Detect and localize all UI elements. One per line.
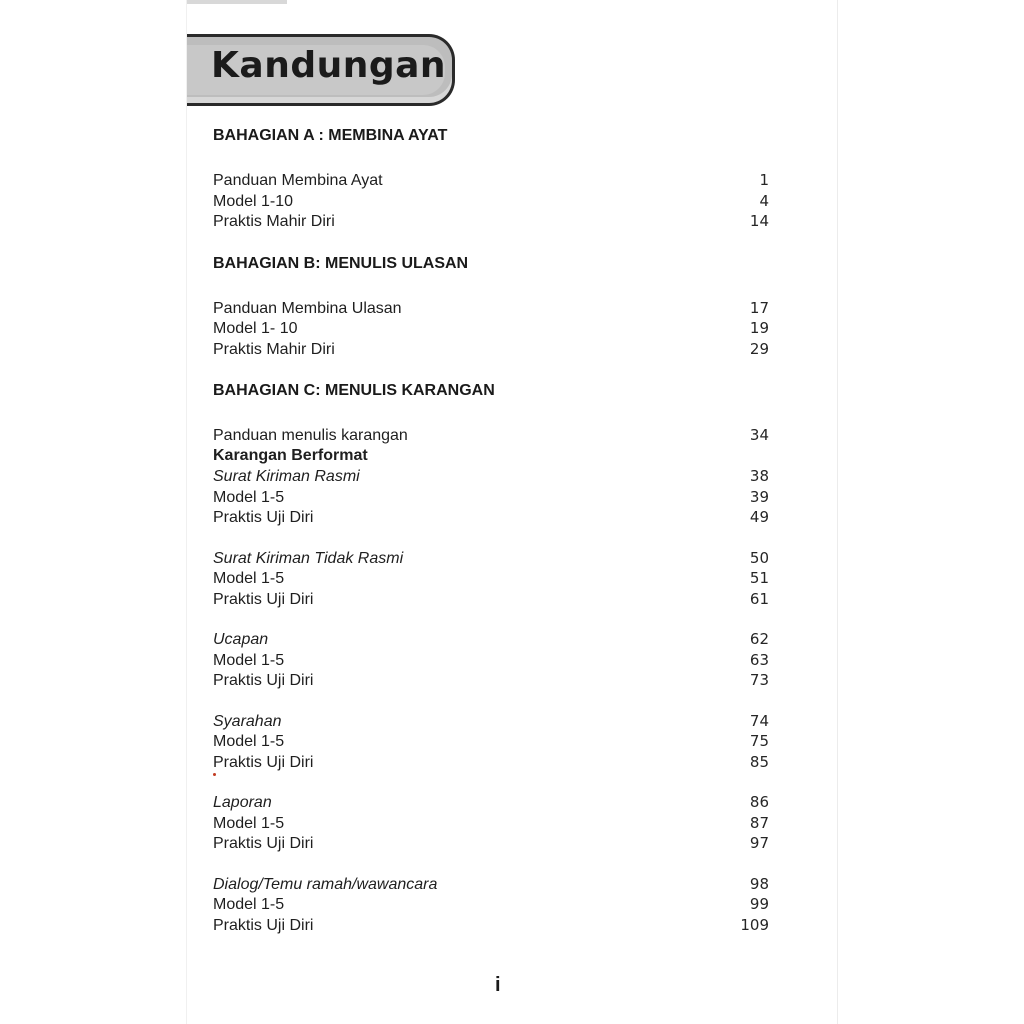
- toc-entry[interactable]: [213, 874, 769, 895]
- section-c: [213, 379, 769, 935]
- toc-entry-page: 50: [749, 548, 769, 567]
- toc-entry[interactable]: [213, 894, 769, 915]
- toc-entry-page: 38: [749, 467, 769, 485]
- toc-entry-page: 51: [749, 569, 769, 587]
- toc-entry-label: Praktis Uji Diri: [213, 509, 314, 526]
- toc-entry-label: Syarahan: [213, 712, 282, 730]
- toc-entry-label: Model 1-5: [213, 896, 285, 913]
- toc-entry-page: 17: [749, 298, 769, 317]
- toc-entry-page: 75: [749, 732, 769, 750]
- section-heading: BAHAGIAN A : MEMBINA AYAT: [213, 127, 448, 144]
- toc-group: [213, 629, 769, 691]
- title-banner: [187, 34, 455, 106]
- toc-entry[interactable]: [213, 833, 769, 854]
- toc-entry-label: Model 1-5: [213, 651, 285, 669]
- toc-entry[interactable]: [213, 487, 769, 508]
- toc-entry-page: 99: [749, 895, 769, 913]
- toc-entry-label: Surat Kiriman Rasmi: [213, 468, 360, 485]
- toc-group: [213, 711, 769, 773]
- toc-entry-label: Laporan: [213, 794, 272, 811]
- toc-entry-page: 73: [749, 671, 769, 689]
- toc-entry[interactable]: [213, 792, 769, 813]
- toc-entry-label: Praktis Uji Diri: [213, 835, 314, 852]
- toc-entry[interactable]: [213, 629, 769, 650]
- toc-entry-label: Praktis Uji Diri: [213, 916, 314, 934]
- toc-entry-label: Panduan Membina Ayat: [213, 172, 383, 189]
- toc-group: [213, 170, 769, 232]
- toc-entry[interactable]: [213, 466, 769, 487]
- toc-subheading-label: Karangan Berformat: [213, 446, 368, 464]
- toc-entry[interactable]: [213, 813, 769, 834]
- toc-group: [213, 298, 769, 360]
- toc-entry[interactable]: [213, 670, 769, 691]
- toc-entry-label: Model 1-5: [213, 814, 285, 832]
- table-of-contents: [213, 124, 769, 955]
- page-title: Kandungan: [211, 45, 447, 86]
- toc-entry-label: Panduan Membina Ulasan: [213, 299, 402, 317]
- toc-entry-page: 87: [749, 813, 769, 832]
- toc-entry-label: Model 1-10: [213, 192, 294, 210]
- toc-entry[interactable]: [213, 650, 769, 671]
- toc-entry-page: 98: [749, 874, 769, 893]
- section-heading: BAHAGIAN B: MENULIS ULASAN: [213, 254, 469, 272]
- toc-entry-label: Praktis Uji Diri: [213, 590, 314, 608]
- toc-entry-page: 14: [749, 212, 769, 230]
- toc-entry-label: Model 1- 10: [213, 320, 298, 337]
- toc-entry-page: 1: [759, 171, 769, 189]
- toc-entry[interactable]: [213, 548, 769, 569]
- toc-entry[interactable]: [213, 339, 769, 360]
- toc-entry-page: 97: [749, 834, 769, 852]
- toc-entry-page: 34: [749, 426, 769, 444]
- toc-entry[interactable]: [213, 298, 769, 319]
- toc-entry-label: Praktis Uji Diri: [213, 753, 314, 771]
- section-b: [213, 252, 769, 360]
- toc-entry-label: Surat Kiriman Tidak Rasmi: [213, 549, 404, 567]
- toc-entry[interactable]: [213, 568, 769, 589]
- toc-entry[interactable]: [213, 731, 769, 752]
- toc-entry-label: Model 1-5: [213, 570, 285, 587]
- toc-entry[interactable]: [213, 318, 769, 339]
- section-a: [213, 124, 769, 232]
- toc-entry-label: Panduan menulis karangan: [213, 427, 408, 444]
- toc-entry[interactable]: [213, 915, 769, 936]
- toc-entry-page: 39: [749, 487, 769, 506]
- toc-entry[interactable]: [213, 170, 769, 191]
- toc-entry[interactable]: [213, 711, 769, 732]
- toc-entry-page: 86: [749, 793, 769, 811]
- toc-subheading: [213, 446, 769, 467]
- toc-entry-label: Praktis Uji Diri: [213, 672, 314, 689]
- toc-group: [213, 874, 769, 936]
- toc-entry-page: 29: [749, 339, 769, 358]
- page-edge-scrap: [187, 0, 287, 4]
- toc-entry-page: 49: [749, 508, 769, 526]
- section-heading: BAHAGIAN C: MENULIS KARANGAN: [213, 382, 495, 399]
- toc-entry-label: Praktis Mahir Diri: [213, 213, 335, 230]
- page-number-folio: i: [495, 974, 501, 996]
- toc-entry-page: 85: [749, 752, 769, 771]
- toc-entry-label: Dialog/Temu ramah/wawancara: [213, 875, 438, 893]
- toc-entry-label: Praktis Mahir Diri: [213, 340, 335, 358]
- toc-entry-page: 63: [749, 650, 769, 669]
- toc-entry-page: 62: [749, 630, 769, 648]
- toc-group: [213, 425, 769, 528]
- toc-entry-page: 4: [759, 191, 769, 210]
- toc-entry-page: 61: [749, 589, 769, 608]
- toc-entry[interactable]: [213, 507, 769, 528]
- toc-entry[interactable]: [213, 425, 769, 446]
- toc-group: [213, 792, 769, 854]
- toc-entry[interactable]: [213, 752, 769, 773]
- toc-entry[interactable]: [213, 191, 769, 212]
- toc-entry[interactable]: [213, 211, 769, 232]
- toc-entry-page: 109: [740, 915, 769, 934]
- toc-entry-label: Model 1-5: [213, 488, 285, 506]
- toc-entry-label: Ucapan: [213, 631, 269, 648]
- toc-group: [213, 548, 769, 610]
- toc-entry[interactable]: [213, 589, 769, 610]
- toc-entry-page: 19: [749, 319, 769, 337]
- book-page: [186, 0, 838, 1024]
- toc-entry-label: Model 1-5: [213, 733, 285, 750]
- toc-entry-page: 74: [749, 711, 769, 730]
- print-speck: [213, 773, 216, 776]
